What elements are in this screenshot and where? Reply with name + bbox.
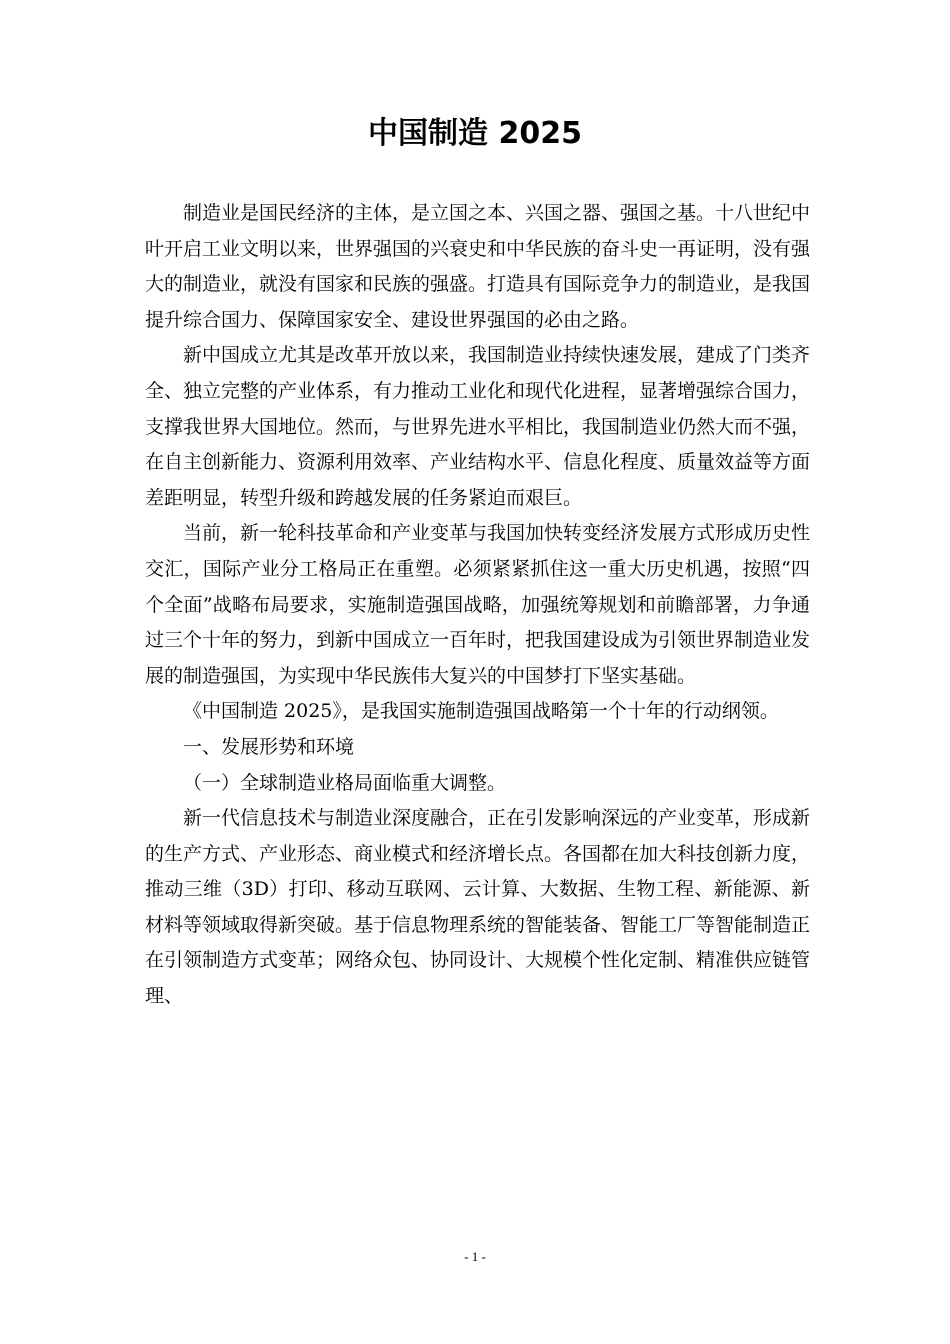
paragraph-development: 新中国成立尤其是改革开放以来，我国制造业持续快速发展，建成了门类齐全、独立完整的产业体系，有力推动工业化和现代化进程，显著增强综合国力，支撑我世界大国地位。然而，与世界先进水平相比，我国制造业仍然大而不强，在自主创新能力、资源利用效率、产业结构水平、信息化程度、质量效益等方面差距明显，转型升级和跨越发展的任务紧迫而艰巨。 [145, 344, 811, 509]
section-heading: 一、发展形势和环境 [183, 735, 355, 758]
paragraph-intro: 制造业是国民经济的主体，是立国之本、兴国之器、强国之基。十八世纪中叶开启工业文明以来，世界强国的兴衰史和中华民族的奋斗史一再证明，没有强大的制造业，就没有国家和民族的强盛。打造具有国际竞争力的制造业，是我国提升综合国力、保障国家安全、建设世界强国的必由之路。 [145, 202, 811, 331]
document-title: 中国制造 2025 [368, 116, 582, 151]
paragraph-current-situation: 当前，新一轮科技革命和产业变革与我国加快转变经济发展方式形成历史性交汇，国际产业分工格局正在重塑。必须紧紧抓住这一重大历史机遇，按照“四个全面”战略布局要求，实施制造强国战略，加强统筹规划和前瞻部署，力争通过三个十年的努力，到新中国成立一百年时，把我国建设成为引领世界制造业发展的制造强国，为实现中华民族伟大复兴的中国梦打下坚实基础。 [145, 522, 811, 687]
paragraph-action-plan: 《中国制造 2025》，是我国实施制造强国战略第一个十年的行动纲领。 [183, 700, 779, 723]
document-body [145, 196, 810, 1015]
subsection-heading: （一）全球制造业格局面临重大调整。 [183, 771, 507, 794]
page-number: - 1 - [464, 1249, 486, 1264]
paragraph-global-landscape: 新一代信息技术与制造业深度融合，正在引发影响深远的产业变革，形成新的生产方式、产业形态、商业模式和经济增长点。各国都在加大科技创新力度，推动三维（3D）打印、移动互联网、云计算、大数据、生物工程、新能源、新材料等领域取得新突破。基于信息物理系统的智能装备、智能工厂等智能制造正在引领制造方式变革；网络众包、协同设计、大规模个性化定制、精准供应链管理、 [145, 807, 811, 1008]
